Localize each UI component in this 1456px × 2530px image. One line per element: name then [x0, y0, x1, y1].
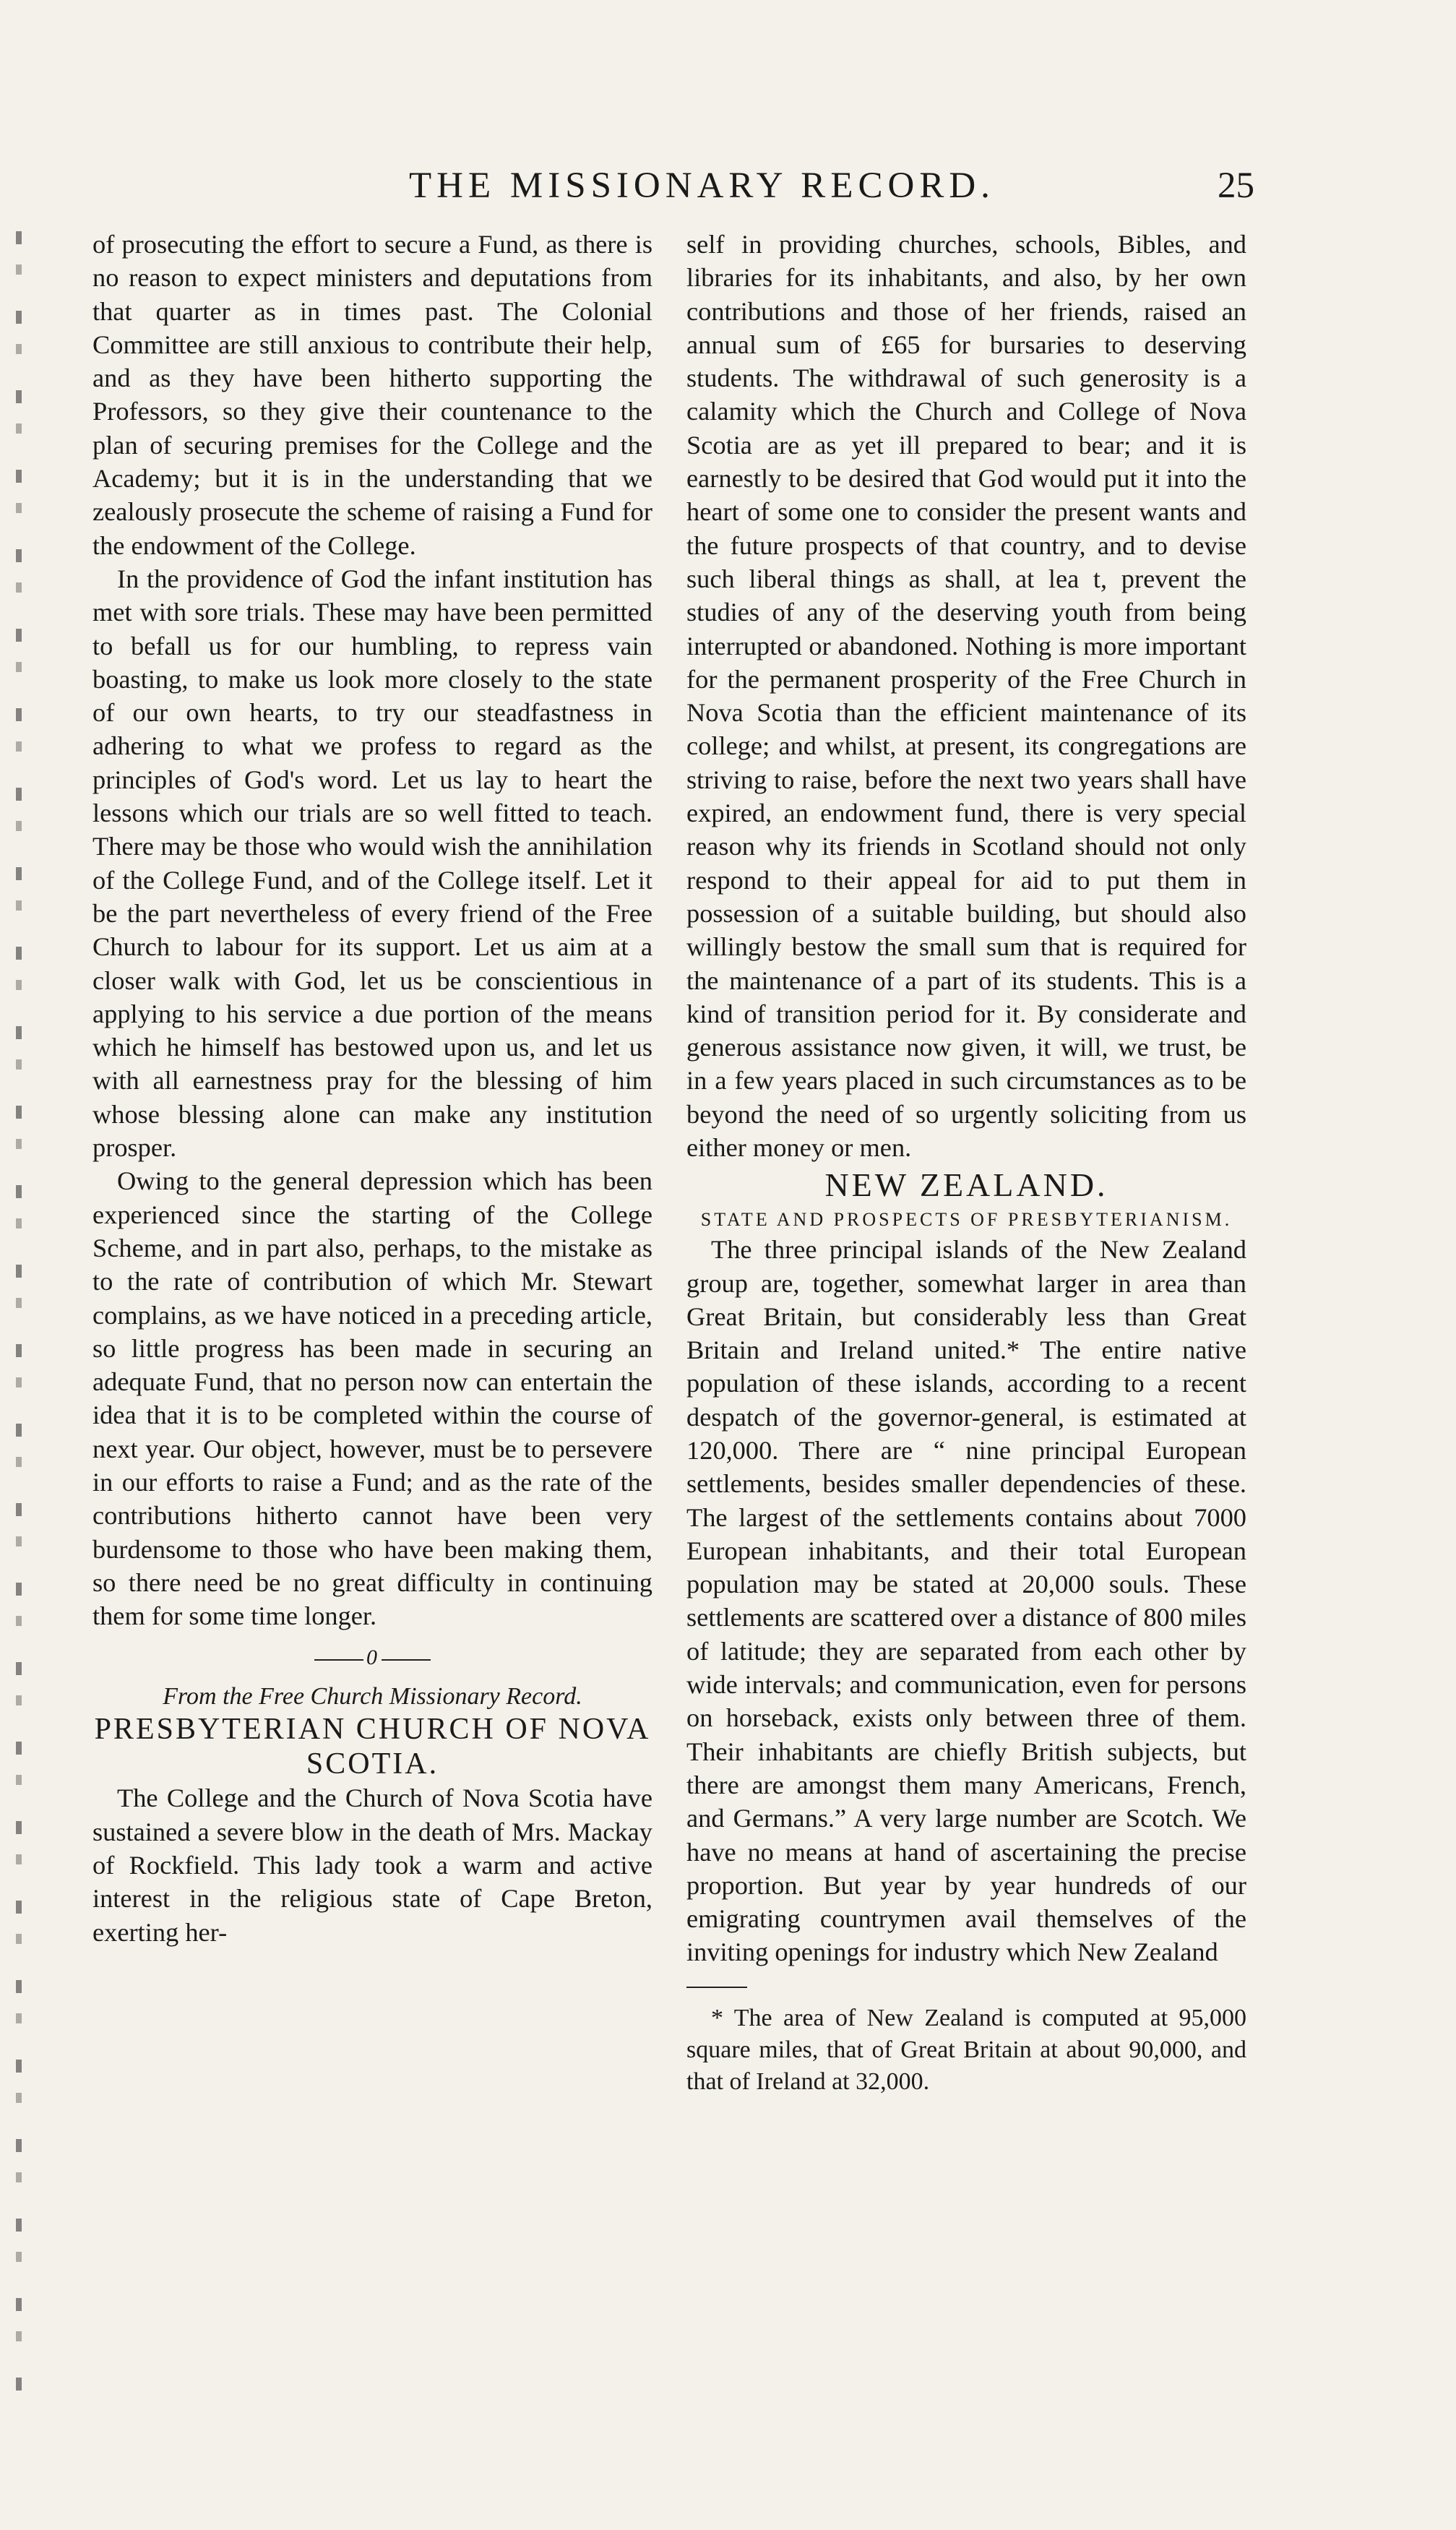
left-column — [92, 228, 652, 1949]
right-paragraph-2: The three principal islands of the New Zealand group are, together, somewhat larger in area than Great Britain, but considerably less than Great Britain and Ireland united.* The entire native population of these islands, according to a recent despatch of the governor-general, is estimated at 120,000. There are “ nine principal European settlements, besides smaller dependencies of these. The largest of the settlements contains about 7000 European inhabitants, and their total European population may be stated at 20,000 souls. These settlements are scattered over a distance of 800 miles of latitude; they are separated from each other by wide intervals; and communication, even for persons on horseback, exists only between three of them. Their inhabitants are chiefly British subjects, but there are amongst them many Americans, French, and Germans.” A very large number are Scotch. We have no means at hand of ascertaining the precise proportion. But year by year hundreds of our emigrating countrymen avail themselves of the inviting openings for industry which New Zealand — [686, 1235, 1246, 1967]
page-number: 25 — [1218, 165, 1254, 206]
footnote: * The area of New Zealand is computed at 95,000 square miles, that of Great Britain at about 90,000, and that of Ireland at 32,000. — [686, 2004, 1246, 2096]
left-paragraph-1: of prosecuting the effort to secure a Fund, as there is no reason to expect ministers and deputations from that quarter as in times past. The Colonial Committee are still anxious to contribute their help, and as they have been hitherto supporting the Professors, so they give their countenance to the plan of securing premises for the College and the Academy; but it is in the understanding that we zealously prosecute the scheme of raising a Fund for the endowment of the College. — [92, 230, 652, 560]
section-heading-new-zealand: NEW ZEALAND. — [824, 1166, 1108, 1204]
section-divider: 0 — [92, 1644, 652, 1671]
left-paragraph-4: The College and the Church of Nova Scotia have sustained a severe blow in the death of Mrs. Mackay of Rockfield. This lady took a warm and active interest in the religious state of Cape Breton, exerting her- — [92, 1784, 652, 1947]
running-header — [69, 165, 1254, 215]
footnote-rule — [686, 1987, 747, 1988]
header-title: THE MISSIONARY RECORD. — [409, 165, 995, 206]
section-heading-nova-scotia: PRESBYTERIAN CHURCH OF NOVA SCOTIA. — [94, 1712, 651, 1781]
right-column — [686, 228, 1246, 2098]
binding-edge — [16, 231, 22, 2399]
subheading-presbyterianism: STATE AND PROSPECTS OF PRESBYTERIANISM. — [700, 1208, 1233, 1230]
left-paragraph-3: Owing to the general depression which has been experienced since the starting of the College Scheme, and in part also, perhaps, to the mistake as to the rate of contribution of which Mr. Stewart complains, as we have noticed in a preceding article, so little progress has been made in securing an adequate Fund, that no person now can entertain the idea that it is to be completed within the course of next year. Our object, however, must be to persevere in our efforts to raise a Fund; and as the rate of the contributions hitherto cannot have been very burdensome to those who have been making them, so there need be no great difficulty in continuing them for some time longer. — [92, 1166, 652, 1631]
source-note: From the Free Church Missionary Record. — [163, 1682, 582, 1710]
right-paragraph-1: self in providing churches, schools, Bibles, and libraries for its inhabitants, and also, by her own contributions and those of her friends, raised an annual sum of £65 for bursaries to deserving students. The withdrawal of such generosity is a calamity which the Church and College of Nova Scotia are as yet ill prepared to bear; and it is earnestly to be desired that God would put it into the heart of some one to consider the present wants and the future prospects of that country, and to devise such liberal things as shall, at lea t, prevent the studies of any of the deserving youth from being interrupted or abandoned. Nothing is more important for the permanent prosperity of the Free Church in Nova Scotia than the efficient maintenance of its college; and whilst, at present, its congregations are striving to raise, before the next two years shall have expired, an endowment fund, there is very special reason why its friends in Scotland should not only respond to their appeal for aid to put them in possession of a suitable building, but should also willingly bestow the small sum that is required for the maintenance of a part of its students. This is a kind of transition period for it. By considerate and generous assistance now given, it will, we trust, be in a few years placed in such circumstances as to be beyond the need of so urgently soliciting from us either money or men. — [686, 230, 1246, 1163]
left-paragraph-2: In the providence of God the infant institution has met with sore trials. These may have been permitted to befall us for our humbling, to repress vain boasting, to make us look more closely to the state of our own hearts, to try our steadfastness in adhering to what we profess to regard as the principles of God's word. Let us lay to heart the lessons which our trials are so well fitted to teach. There may be those who would wish the annihilation of the College Fund, and of the College itself. Let it be the part nevertheless of every friend of the Free Church to labour for its support. Let us aim at a closer walk with God, let us be conscientious in applying to his service a due portion of the means which he himself has bestowed upon us, and let us with all earnestness pray for the blessing of him whose blessing alone can make any institution prosper. — [92, 564, 652, 1163]
